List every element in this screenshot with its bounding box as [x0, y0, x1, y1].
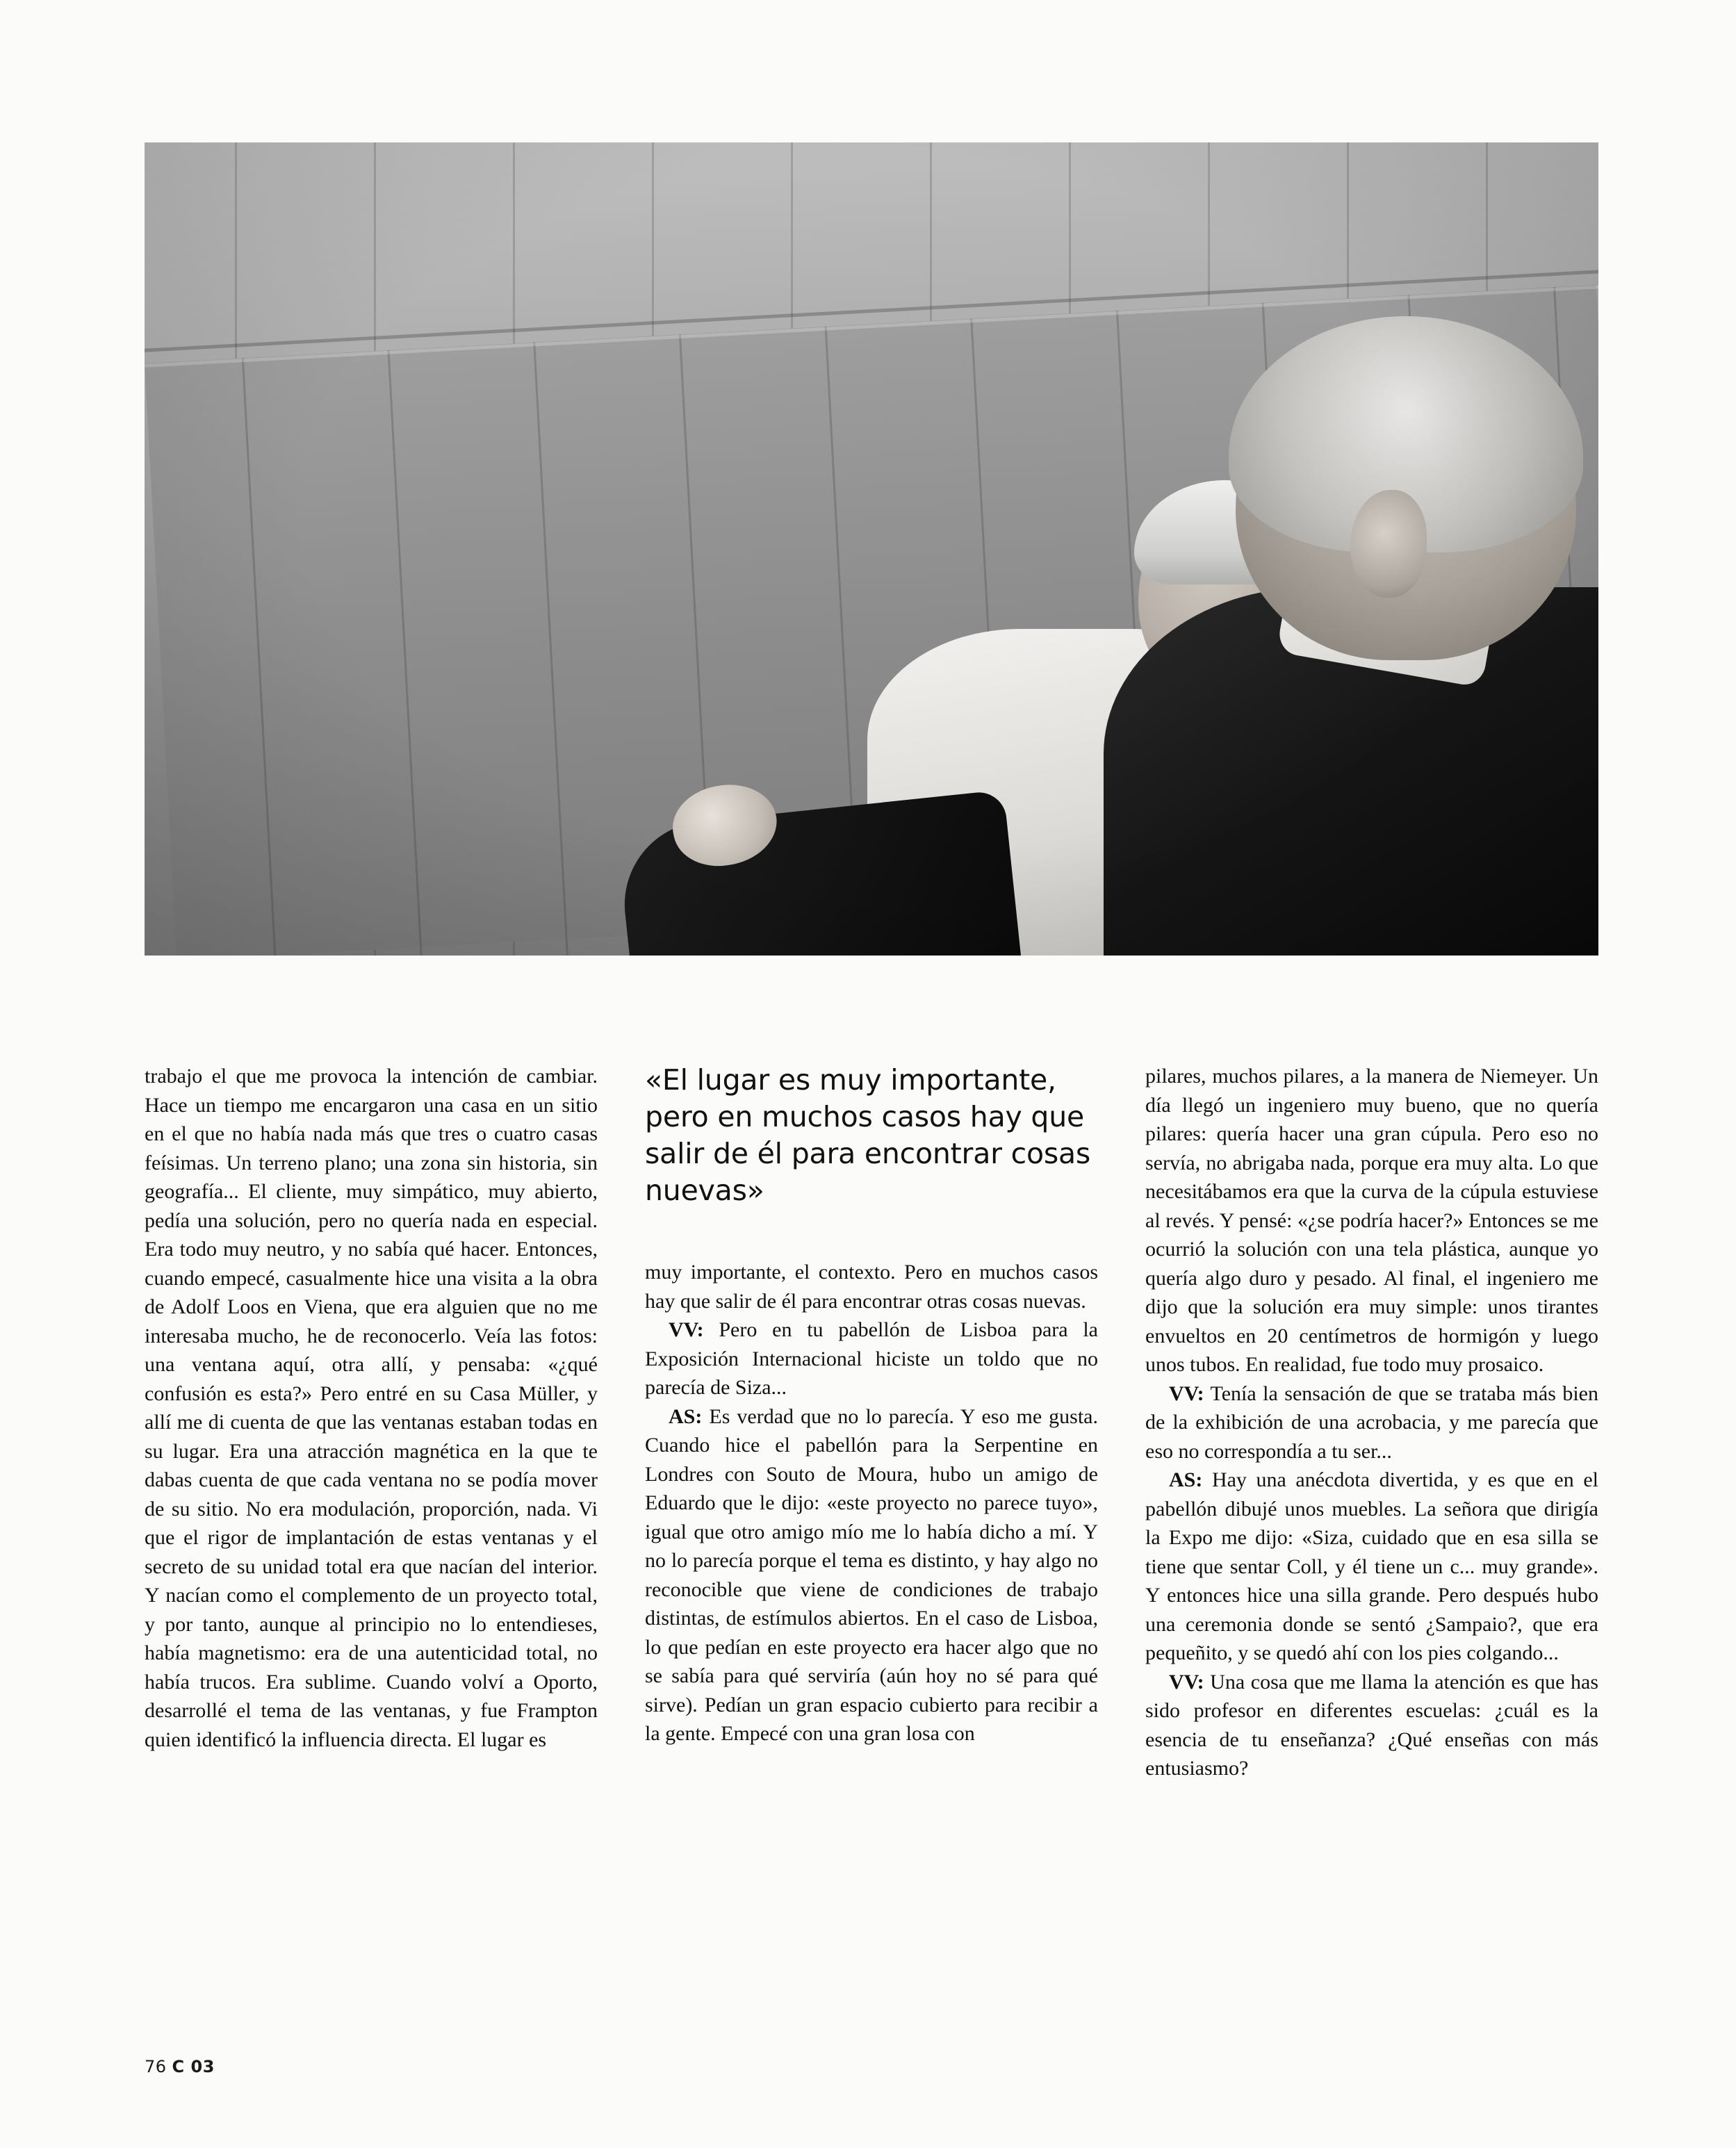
speaker-label: VV:: [1169, 1670, 1204, 1694]
interview-paragraph: [1145, 1668, 1598, 1783]
speaker-label: AS:: [1169, 1468, 1203, 1491]
body-paragraph: [1145, 1062, 1598, 1379]
photo-vignette: [145, 142, 1598, 956]
article-photograph: [145, 142, 1598, 956]
speaker-label: VV:: [1169, 1382, 1204, 1405]
paragraph-text: Es verdad que no lo parecía. Y eso me gusta. Cuando hice el pabellón para la Serpentine en Londres con Souto de Moura, hubo un amigo de Eduardo que le dijo: «este proyecto no parece tuyo», igual que otro amigo mío me lo había dicho a mí. Y no lo parecía porque el tema es distinto, y hay algo no reconocible que viene de condiciones de trabajo distintas, de estímulos abiertos. En el caso de Lisboa, lo que pedían en este proyecto era hacer algo que no se sabía para qué serviría (aún hoy no sé para qué sirve). Pedían un gran espacio cubierto para recibir a la gente. Empecé con una gran losa con: [645, 1404, 1098, 1745]
speaker-label: AS:: [669, 1404, 703, 1428]
article-columns: [145, 1062, 1598, 1951]
column-three: [1145, 1062, 1598, 1783]
body-paragraph: [645, 1258, 1098, 1315]
interview-paragraph: [645, 1315, 1098, 1402]
speaker-label: VV:: [669, 1318, 704, 1341]
column-two: [645, 1062, 1098, 1748]
pull-quote: «El lugar es muy importante, pero en muchos casos hay que salir de él para encontrar cosas nuevas»: [645, 1063, 1091, 1207]
folio: [145, 2057, 215, 2076]
issue-code: C 03: [172, 2057, 215, 2076]
column-one: [145, 1062, 598, 1754]
page-number: 76: [145, 2057, 167, 2076]
paragraph-text: Pero en tu pabellón de Lisboa para la Exposición Internacional hiciste un toldo que no parecía de Siza...: [645, 1318, 1098, 1399]
paragraph-text: Tenía la sensación de que se trataba más bien de la exhibición de una acrobacia, y me parecía que eso no correspondía a tu ser...: [1145, 1382, 1598, 1463]
paragraph-text: pilares, muchos pilares, a la manera de Niemeyer. Un día llegó un ingeniero muy bueno, que no quería pilares: quería hacer una gran cúpula. Pero eso no servía, no abrigaba nada, porque era muy alta. Lo que necesitábamos era que la curva de la cúpula estuviese al revés. Y pensé: «¿se podría hacer?» Entonces se me ocurrió la solución con una tela plástica, aunque yo quería algo duro y pesado. Al final, el ingeniero me dijo que la solución era muy simple: unos tirantes envueltos en 20 centímetros de hormigón y luego unos tubos. En realidad, fue todo muy prosaico.: [1145, 1065, 1598, 1376]
paragraph-text: Una cosa que me llama la atención es que has sido profesor en diferentes escuelas: ¿cuál es la esencia de tu enseñanza? ¿Qué enseñas con más entusiasmo?: [1145, 1670, 1598, 1780]
paragraph-text: Hay una anécdota divertida, y es que en el pabellón dibujé unos muebles. La señora que dirigía la Expo me dijo: «Siza, cuidado que en esa silla se tiene que sentar Coll, y él tiene un c... muy grande». Y entonces hice una silla grande. Pero después hubo una ceremonia donde se sentó ¿Sampaio?, que era pequeñito, y se quedó ahí con los pies colgando...: [1145, 1468, 1598, 1664]
paragraph-text: muy importante, el contexto. Pero en muchos casos hay que salir de él para encontrar otras cosas nuevas.: [645, 1261, 1098, 1313]
body-paragraph: trabajo el que me provoca la intención de cambiar. Hace un tiempo me encargaron una casa en un sitio en el que no había nada más que tres o cuatro casas feísimas. Un terreno plano; una zona sin historia, sin geografía... El cliente, muy simpático, muy abierto, pedía una solución, pero no quería nada en especial. Era todo muy neutro, y no sabía qué hacer. Entonces, cuando empecé, casualmente hice una visita a la obra de Adolf Loos en Viena, que era alguien que no me interesaba mucho, he de reconocerlo. Veía las fotos: una ventana aquí, otra allí, y pensaba: «¿qué confusión es esta?» Pero entré en su Casa Müller, y allí me di cuenta de que las ventanas estaban todas en su lugar. Era una atracción magnética en la que te dabas cuenta de que cada ventana no se podía mover de su sitio. No era modulación, proporción, nada. Vi que el rigor de implantación de estas ventanas y el secreto de su unidad total era que nacían del interior. Y nacían como el complemento de un proyecto total, y por tanto, aunque al principio no lo entendieses, había magnetismo: era de una autenticidad total, no había trucos. Era sublime. Cuando volví a Oporto, desarrollé el tema de las ventanas, y fue Frampton quien identificó la influencia directa. El lugar es: [145, 1065, 598, 1751]
interview-paragraph: [1145, 1466, 1598, 1668]
interview-paragraph: [645, 1402, 1098, 1748]
interview-paragraph: [1145, 1379, 1598, 1466]
